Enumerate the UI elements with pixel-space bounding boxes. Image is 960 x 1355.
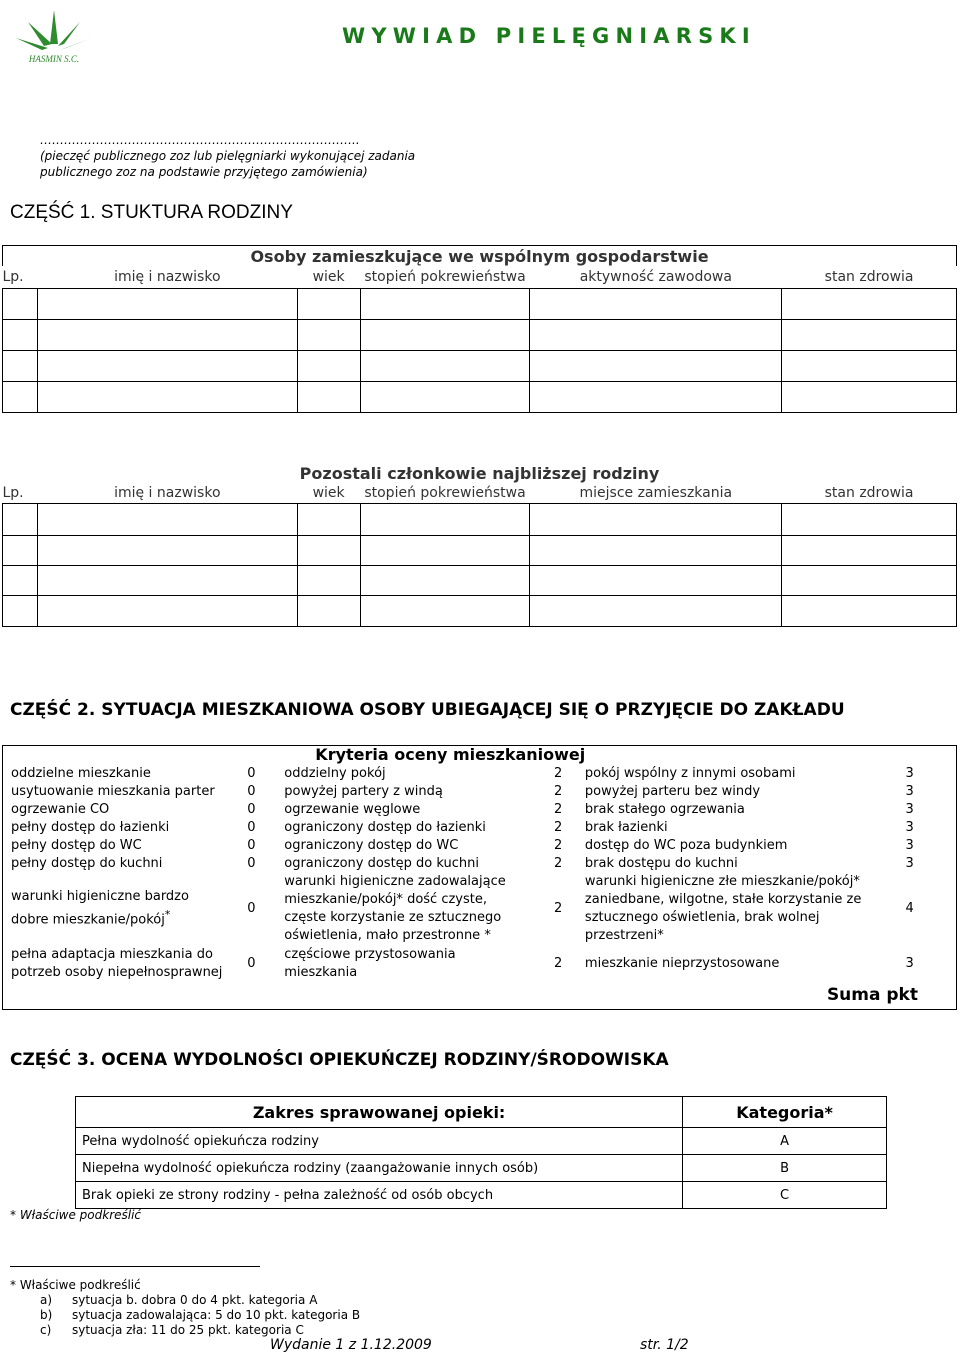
points: 4 bbox=[905, 901, 914, 916]
criteria-row bbox=[3, 837, 957, 855]
adapt-none: mieszkanie nieprzystosowane bbox=[584, 955, 780, 971]
stamp-line-2: publicznego zoz na podstawie przyjętego zamówienia) bbox=[40, 165, 368, 179]
table-row[interactable] bbox=[3, 503, 957, 535]
col-health: stan zdrowia bbox=[782, 266, 957, 288]
points: 0 bbox=[247, 783, 256, 799]
points: 2 bbox=[553, 801, 563, 817]
points: 2 bbox=[553, 783, 563, 799]
footnote-text: sytuacja zła: 11 do 25 pkt. kategoria C bbox=[72, 1323, 304, 1337]
care-row bbox=[76, 1155, 887, 1182]
col-relation: stopień pokrewieństwa bbox=[360, 483, 530, 503]
criterion: dostęp do WC poza budynkiem bbox=[584, 837, 788, 853]
care-scope: Pełna wydolność opiekuńcza rodziny bbox=[76, 1128, 683, 1155]
col-health: stan zdrowia bbox=[782, 483, 957, 503]
table-row[interactable] bbox=[3, 350, 957, 381]
category-header: Kategoria* bbox=[683, 1097, 887, 1128]
points: 2 bbox=[553, 955, 563, 971]
col-lp: Lp. bbox=[3, 483, 38, 503]
footnote-star: * Właściwe podkreślić bbox=[10, 1278, 141, 1292]
criterion: pełny dostęp do łazienki bbox=[11, 819, 170, 835]
hygiene-row bbox=[3, 873, 957, 946]
criterion: powyżej parteru bez windy bbox=[584, 783, 761, 799]
stamp-caption bbox=[40, 132, 415, 180]
criterion: usytuowanie mieszkania parter bbox=[11, 783, 215, 799]
criteria-row bbox=[3, 765, 957, 783]
part3-heading: CZĘŚĆ 3. OCENA WYDOLNOŚCI OPIEKUŃCZEJ RODZINY/ŚRODOWISKA bbox=[10, 1050, 669, 1070]
footnote-marker: b) bbox=[40, 1308, 53, 1322]
criteria-row bbox=[3, 819, 957, 837]
points: 0 bbox=[247, 901, 256, 916]
sum-label: Suma pkt bbox=[826, 985, 918, 1006]
col-name: imię i nazwisko bbox=[37, 266, 297, 288]
points: 0 bbox=[247, 765, 256, 781]
col-age: wiek bbox=[297, 266, 360, 288]
criteria-row bbox=[3, 783, 957, 801]
category: B bbox=[683, 1155, 887, 1182]
adaptation-row bbox=[3, 946, 957, 982]
points: 0 bbox=[247, 955, 256, 971]
care-row bbox=[76, 1182, 887, 1209]
criterion: powyżej partery z windą bbox=[284, 783, 443, 799]
criterion: oddzielny pokój bbox=[284, 765, 386, 781]
relatives-table bbox=[2, 463, 957, 627]
company-logo bbox=[8, 4, 100, 68]
col-relation: stopień pokrewieństwa bbox=[360, 266, 530, 288]
care-row bbox=[76, 1128, 887, 1155]
criteria-row bbox=[3, 855, 957, 873]
care-scope: Brak opieki ze strony rodziny - pełna zależność od osób obcych bbox=[76, 1182, 683, 1209]
points: 2 bbox=[553, 837, 563, 853]
table-row[interactable] bbox=[3, 565, 957, 595]
hygiene-poor: warunki higieniczne złe mieszkanie/pokój* zaniedbane, wilgotne, stałe korzystanie ze sztucznego oświetlenia, brak wolnej przestrzeni* bbox=[584, 874, 862, 943]
points: 3 bbox=[905, 819, 914, 835]
criteria-title: Kryteria oceny mieszkaniowej bbox=[315, 745, 586, 765]
table-row[interactable] bbox=[3, 381, 957, 412]
table-row[interactable] bbox=[3, 535, 957, 565]
points: 0 bbox=[247, 837, 256, 853]
hygiene-good: warunki higieniczne bardzo dobre mieszkanie/pokój* bbox=[11, 889, 189, 928]
col-lp: Lp. bbox=[3, 266, 38, 288]
care-capacity-table bbox=[75, 1096, 887, 1209]
care-scope: Niepełna wydolność opiekuńcza rodziny (zaangażowanie innych osób) bbox=[76, 1155, 683, 1182]
part2-heading: CZĘŚĆ 2. SYTUACJA MIESZKANIOWA OSOBY UBIEGAJĄCEJ SIĘ O PRZYJĘCIE DO ZAKŁADU bbox=[10, 700, 845, 720]
col-residence: miejsce zamieszkania bbox=[530, 483, 782, 503]
adapt-partial: częściowe przystosowania mieszkania bbox=[284, 946, 456, 980]
footnote-list bbox=[40, 1293, 360, 1338]
table-row[interactable] bbox=[3, 319, 957, 350]
criterion: brak łazienki bbox=[584, 819, 668, 835]
points: 3 bbox=[905, 765, 914, 781]
household-title: Osoby zamieszkujące we wspólnym gospodarstwie bbox=[3, 246, 957, 267]
points: 3 bbox=[905, 955, 914, 971]
adapt-full: pełna adaptacja mieszkania do potrzeb osoby niepełnosprawnej bbox=[11, 946, 223, 980]
footnote-text: sytuacja zadowalająca: 5 do 10 pkt. kategoria B bbox=[72, 1308, 361, 1322]
relatives-title: Pozostali członkowie najbliższej rodziny bbox=[299, 463, 660, 483]
care-scope-header: Zakres sprawowanej opieki: bbox=[76, 1097, 683, 1128]
criterion: pokój wspólny z innymi osobami bbox=[584, 765, 796, 781]
points: 3 bbox=[905, 837, 914, 853]
footnote-item bbox=[40, 1308, 360, 1323]
criterion: pełny dostęp do WC bbox=[11, 837, 142, 853]
points: 0 bbox=[247, 819, 256, 835]
points: 2 bbox=[553, 855, 563, 871]
table-row[interactable] bbox=[3, 288, 957, 319]
document-title: WYWIAD PIELĘGNIARSKI bbox=[342, 24, 756, 48]
footnote-text: sytuacja b. dobra 0 do 4 pkt. kategoria A bbox=[72, 1293, 318, 1307]
underline-note: * Właściwe podkreślić bbox=[10, 1208, 142, 1222]
points: 3 bbox=[905, 801, 914, 817]
footnote-marker: c) bbox=[40, 1323, 52, 1337]
points: 2 bbox=[553, 901, 563, 916]
points: 3 bbox=[905, 783, 914, 799]
footnote-marker: a) bbox=[40, 1293, 53, 1307]
category: A bbox=[683, 1128, 887, 1155]
edition-label: Wydanie 1 z 1.12.2009 bbox=[270, 1337, 432, 1353]
category: C bbox=[683, 1182, 887, 1209]
table-row[interactable] bbox=[3, 595, 957, 626]
criterion: ogrzewanie CO bbox=[11, 801, 110, 817]
criterion: ograniczony dostęp do kuchni bbox=[284, 855, 479, 871]
points: 0 bbox=[247, 801, 256, 817]
stamp-line-1: (pieczęć publicznego zoz lub pielęgniarki wykonującej zadania bbox=[40, 149, 416, 163]
criteria-row bbox=[3, 801, 957, 819]
col-age: wiek bbox=[297, 483, 360, 503]
col-activity: aktywność zawodowa bbox=[530, 266, 782, 288]
criterion: ogrzewanie węglowe bbox=[284, 801, 421, 817]
points: 2 bbox=[553, 765, 563, 781]
footnote-item bbox=[40, 1323, 360, 1338]
stamp-dots: …………………………………………………………………….. bbox=[40, 133, 360, 147]
criterion: brak stałego ogrzewania bbox=[584, 801, 745, 817]
footnote-divider bbox=[10, 1266, 260, 1267]
household-table bbox=[2, 245, 957, 413]
footnote-item bbox=[40, 1293, 360, 1308]
col-name: imię i nazwisko bbox=[37, 483, 297, 503]
points: 0 bbox=[247, 855, 256, 871]
criterion: ograniczony dostęp do WC bbox=[284, 837, 459, 853]
criterion: pełny dostęp do kuchni bbox=[11, 855, 163, 871]
page-number: str. 1/2 bbox=[640, 1337, 689, 1353]
part1-heading: CZĘŚĆ 1. STUKTURA RODZINY bbox=[10, 202, 293, 223]
logo-text: HASMIN S.C. bbox=[28, 54, 80, 64]
points: 3 bbox=[905, 855, 914, 871]
hygiene-fair: warunki higieniczne zadowalające mieszkanie/pokój* dość czyste, częste korzystanie ze sztucznego oświetlenia, mało przestronne * bbox=[284, 874, 506, 943]
housing-criteria-table bbox=[2, 745, 957, 1010]
points: 2 bbox=[553, 819, 563, 835]
criterion: ograniczony dostęp do łazienki bbox=[284, 819, 486, 835]
criterion: brak dostępu do kuchni bbox=[584, 855, 738, 871]
criterion: oddzielne mieszkanie bbox=[11, 765, 151, 781]
